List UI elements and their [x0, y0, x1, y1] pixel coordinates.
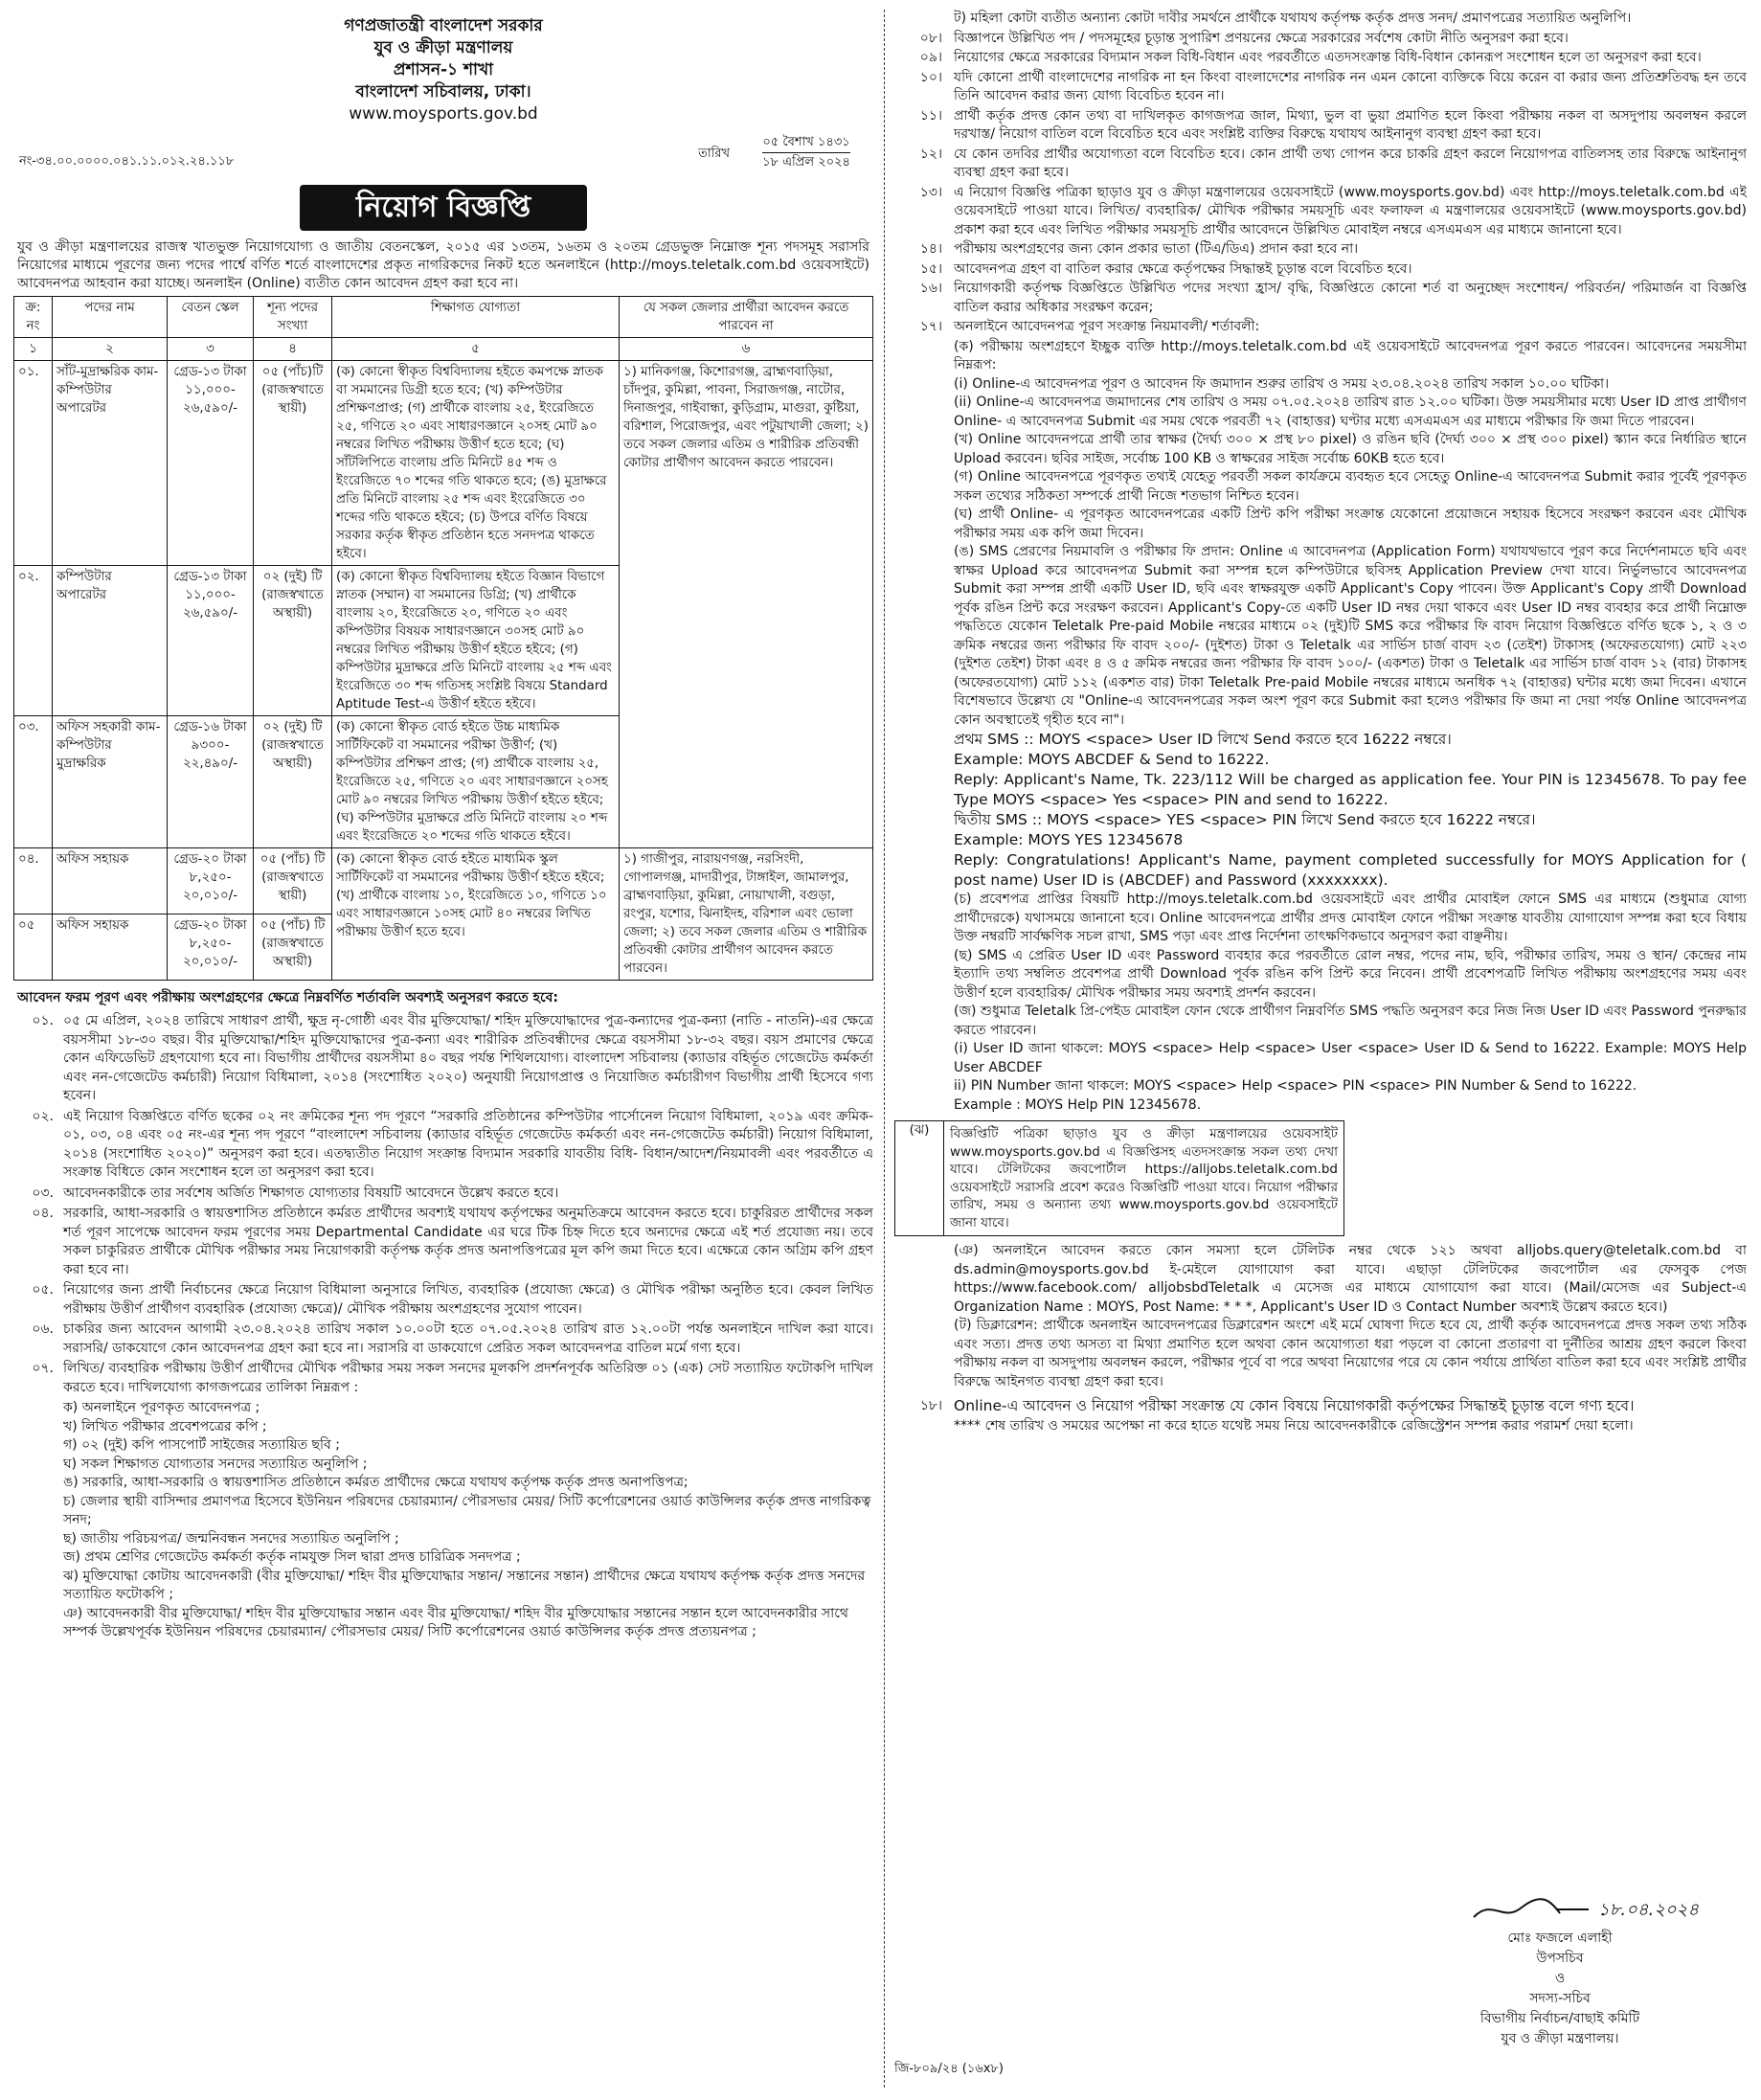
document-item: জ) প্রথম শ্রেণির গেজেটেড কর্মকর্তা কর্তৃক নামযুক্ত সিল দ্বারা প্রদত্ত চারিত্রিক সনদপত্র ;	[63, 1549, 521, 1565]
clause-number: ১৩।	[919, 184, 942, 200]
clause-number: ০২.	[32, 1108, 54, 1124]
document-item: খ) লিখিত পরীক্ষার প্রবেশপত্রের কপি ;	[63, 1418, 267, 1434]
th-districts: যে সকল জেলার প্রার্থীরা আবেদন করতে পারবেন না	[620, 297, 873, 338]
date-bangla: ০৫ বৈশাখ ১৪৩১	[762, 135, 850, 149]
clause-item	[894, 146, 1747, 183]
cell-post: সাঁট-মুদ্রাক্ষরিক কাম-কম্পিউটার অপারেটর	[53, 361, 168, 566]
right-column	[894, 10, 1747, 2088]
cell-serial: ০৩.	[14, 716, 53, 848]
document-item: গ) ০২ (দুই) কপি পাসপোর্ট সাইজের সত্যায়িত ছবি ;	[63, 1437, 341, 1453]
cell-count: ০৫ (পাঁচ) টি (রাজস্বখাতে স্থায়ী)	[254, 848, 332, 915]
index-cell: ২	[53, 338, 168, 361]
memo-row	[13, 125, 873, 173]
boxed-clause-text: বিজ্ঞপ্তিটি পত্রিকা ছাড়াও যুব ও ক্রীড়া মন্ত্রণালয়ের ওয়েবসাইট www.moysports.gov.bd এ বিজ্ঞপ্তিসহ এতদসংক্রান্ত সকল তথ্য দেখা যাবে। টেলিটকের জবপোর্টাল https://alljobs.teletalk.com.bd ওয়েবসাইটে সরাসরি প্রবেশ করেও বিজ্ঞপ্তিটি পাওয়া যাবে। নিয়োগ পরীক্ষার তারিখ, সময় ও অন্যান্য তথ্য www.moysports.gov.bd ওয়েবসাইটে জানা যাবে।	[943, 1120, 1344, 1236]
cell-count: ০২ (দুই) টি (রাজস্বখাতে অস্থায়ী)	[254, 566, 332, 716]
cell-serial: ০৪.	[14, 848, 53, 915]
clause-text: নিয়োগের ক্ষেত্রে সরকারের বিদ্যমান সকল বিধি-বিধান এবং পরবর্তীতে এতদসংক্রান্ত বিধি-বিধান কোনরূপ সংশোধন হলে তা অনুসরণ করা হবে।	[954, 50, 1702, 65]
clause-text: আবেদনকারীকে তার সর্বশেষ অর্জিত শিক্ষাগত যোগ্যতার বিষয়টি আবেদনে উল্লেখ করতে হবে।	[63, 1185, 559, 1201]
cell-scale: গ্রেড-২০ টাকা ৮,২৫০- ২০,০১০/-	[168, 848, 254, 915]
clause-item	[13, 1360, 873, 1397]
clause-item	[894, 240, 1747, 260]
clause-number: ০৮।	[919, 30, 942, 46]
sms-line: Example: MOYS YES 12345678	[954, 831, 1184, 848]
online-rule: (ছ) SMS এ প্রেরিত User ID এবং Password ব্যবহার করে পরবর্তীতে রোল নম্বর, পদের নাম, ছবি, পরীক্ষার তারিখ, সময় ও স্থান/ কেন্দ্রের নাম ইত্যাদি তথ্য সম্বলিত প্রবেশপত্র প্রার্থী Download পূর্বক রঙিন কপি প্রিন্ট করে নিবেন। প্রার্থী প্রবেশপত্রটি লিখিত পরীক্ষায় অংশগ্রহণের সময় এবং উত্তীর্ণ হলে ব্যবহারিক/ মৌখিক পরীক্ষার সময় অবশ্যই প্রদর্শন করবেন।	[954, 947, 1747, 1001]
signatory-ministry: যুব ও ক্রীড়া মন্ত্রণালয়।	[1501, 2031, 1619, 2046]
clause-number: ১১।	[919, 107, 942, 124]
table-row	[14, 361, 873, 566]
clause-number: ০১.	[32, 1013, 54, 1028]
clause-item	[13, 1281, 873, 1319]
boxed-clause	[894, 1120, 1747, 1236]
clause-text: Online-এ আবেদন ও নিয়োগ পরীক্ষা সংক্রান্ত যে কোন বিষয়ে নিয়োগকারী কর্তৃপক্ষের সিদ্ধান্তই চূড়ান্ত বলে গণ্য হবে।	[954, 1397, 1635, 1414]
online-rule: (ক) পরীক্ষায় অংশগ্রহণে ইচ্ছুক ব্যক্তি http://moys.teletalk.com.bd এই ওয়েবসাইটে আবেদনপত্র পূরণ করতে পারবেন। আবেদনের সময়সীমা নিম্নরূপ:	[954, 338, 1747, 373]
right-clauses	[894, 10, 1747, 337]
cell-qualification: (ক) কোনো স্বীকৃত বোর্ড হইতে মাধ্যমিক স্কুল সার্টিফিকেট বা সমমানের পরীক্ষায় উত্তীর্ণ হইতে হইবে; (খ) প্রার্থীকে বাংলায় ১০, ইংরেজিতে ১০, গণিতে ১০ এবং সাধারণজ্ঞানে ১০সহ মোট ৪০ নম্বরের লিখিত পরীক্ষায় উত্তীর্ণ হতে হবে।	[332, 848, 620, 981]
clause-number: ০৪.	[32, 1206, 54, 1221]
index-cell: ৩	[168, 338, 254, 361]
clause-text: চাকরির জন্য আবেদন আগামী ২৩.০৪.২০২৪ তারিখ সকাল ১০.০০টা হতে ০৭.০৫.২০২৪ তারিখ রাত ১২.০০টা পর্যন্ত অনলাইনে দাখিল করা যাবে। সরাসরি/ ডাকযোগে কোন আবেদনপত্র গ্রহণ করা হবে না। সরাসরি বা ডাকযোগে প্রেরিত সকল আবেদনপত্র বাতিল মর্মে গণ্য হবে।	[63, 1321, 873, 1356]
th-serial: ক্র: নং	[14, 297, 53, 338]
government-header	[13, 15, 873, 125]
clause-text: সরকারি, আধা-সরকারি ও স্বায়ত্তশাসিত প্রতিষ্ঠানে কর্মরত প্রার্থীদের অবশ্যই যথাযথ কর্তৃপক্ষের অনুমতিক্রমে আবেদন করতে হবে। চাকুরিরত প্রার্থীদের সকল শর্ত পূরণ সাপেক্ষে আবেদন ফরম পূরণের সময় Departmental Candidate এর ঘরে টিক চিহ্ন দিতে হবে অন্যদের ক্ষেত্রে এই শর্ত প্রযোজ্য নয়। তবে সকল চাকুরিরত প্রার্থীকে মৌখিক পরীক্ষার সময় নিয়োগকারী কর্তৃপক্ষ কর্তৃক প্রদত্ত অনাপত্তিপত্রের মূল কপি জমা দিতে হবে। এক্ষেত্রে কোন অগ্রিম কপি গ্রহণ করা হবে না।	[63, 1206, 873, 1277]
clause-item	[894, 318, 1747, 337]
th-scale: বেতন স্কেল	[168, 297, 254, 338]
clause-text: অনলাইনে আবেদনপত্র পূরণ সংক্রান্ত নিয়মাবলী/ শর্তাবলী:	[954, 319, 1260, 334]
online-rules	[894, 338, 1747, 731]
intro-paragraph: যুব ও ক্রীড়া মন্ত্রণালয়ের রাজস্ব খাতভুক্ত নিয়োগযোগ্য ও জাতীয় বেতনস্কেল, ২০১৫ এর ১৩তম, ১৬তম ও ২০তম গ্রেডভুক্ত নিম্নোক্ত শূন্য পদসমূহ সরাসরি নিয়োগের মাধ্যমে পূরণের জন্য পদের পার্শ্বে বর্ণিত শর্তে বাংলাদেশের প্রকৃত নাগরিকদের নিকট হতে অনলাইনে (http://moys.teletalk.com.bd ওয়েবসাইটে) আবেদনপত্র আহবান করা যাচ্ছে। অনলাইন (Online) ব্যতীত কোন আবেদন গ্রহণ করা হবে না।	[17, 239, 869, 291]
header-line3: প্রশাসন-১ শাখা	[393, 60, 494, 79]
cell-post: অফিস সহায়ক	[53, 848, 168, 915]
cell-scale: গ্রেড-১৩ টাকা ১১,০০০- ২৬,৫৯০/-	[168, 361, 254, 566]
clause-number	[894, 10, 954, 29]
clause-text: প্রার্থী কর্তৃক প্রদত্ত কোন তথ্য বা দাখিলকৃত কাগজপত্র জাল, মিথ্যা, ভুল বা ভুয়া প্রমাণিত হলে কিংবা পরীক্ষায় নকল বা অসদুপায় অবলম্বন করলে দরখাস্ত/ নিয়োগ বাতিল বলে বিবেচিত হবে এবং সংশ্লিষ্ট ব্যক্তির বিরুদ্ধে যথাযথ আইনানুগ ব্যবস্থা গ্রহণ করা হবে।	[954, 107, 1747, 142]
signatory-and: ও	[1554, 1971, 1566, 1986]
final-note: **** শেষ তারিখ ও সময়ের অপেক্ষা না করে হাতে যথেষ্ট সময় নিয়ে আবেদনকারীকে রেজিস্ট্রেশন সম্পন্ন করার পরামর্শ দেয়া হলো।	[954, 1417, 1634, 1434]
signatory-title: উপসচিব	[1536, 1951, 1584, 1966]
online-rule: (ঞ) অনলাইনে আবেদন করতে কোন সমস্যা হলে টেলিটক নম্বর থেকে ১২১ অথবা alljobs.query@teletalk.com.bd বা ds.admin@moysports.gov.bd ই-মেইলে যোগাযোগ করা যাবে। এছাড়া টেলিটকের জবপোর্টাল এর ফেসবুক পেজ https://www.facebook.com/ alljobsbdTeletalk এ মেসেজ এর মাধ্যমে যোগাযোগ করা যাবে। (Mail/মেসেজ এর Subject-এ Organization Name : MOYS, Post Name: * * *, Applicant's User ID ও Contact Number অবশ্যই উল্লেখ করতে হবে।)	[954, 1243, 1747, 1315]
th-qualification: শিক্ষাগত যোগ্যতা	[332, 297, 620, 338]
clause-text: যদি কোনো প্রার্থী বাংলাদেশের নাগরিক না হন কিংবা বাংলাদেশের নাগরিক নন এমন কোনো ব্যক্তিকে বিয়ে করেন বা করার জন্য প্রতিশ্রুতিবদ্ধ হন তবে তিনি আবেদন করার জন্য যোগ্য বিবেচিত হবেন না।	[954, 69, 1747, 103]
clause-number: ১৭।	[919, 319, 942, 334]
clause-number: ১৮।	[919, 1398, 942, 1413]
clause-item	[894, 260, 1747, 280]
online-rule: (ঙ) SMS প্রেরণের নিয়মাবলি ও পরীক্ষার ফি প্রদান: Online এ আবেদনপত্র (Application Form) যথাযথভাবে পূরণ করে নির্দেশনামতে ছবি এবং স্বাক্ষর Upload করে আবেদনপত্র Submit করা সম্পন্ন হলে কম্পিউটারে ছবিসহ Application Preview দেখা যাবে। নির্ভুলভাবে আবেদনপত্র Submit করা সম্পন্ন প্রার্থী একটি User ID, ছবি এবং স্বাক্ষরযুক্ত একটি Applicant's Copy পাবেন। উক্ত Applicant's Copy প্রার্থী Download পূর্বক রঙিন প্রিন্ট করে সংরক্ষণ করবেন। Applicant's Copy-তে একটি User ID নম্বর দেয়া থাকবে এবং User ID নম্বর ব্যবহার করে প্রার্থী নিম্নোক্ত পদ্ধতিতে যেকোন Teletalk Pre-paid Mobile নম্বরের মাধ্যমে ০২ (দুই)টি SMS করে পরীক্ষার ফি বাবদ নিয়োগ বিজ্ঞপ্তিতে বর্ণিত ছকে ১, ২ ও ৩ ক্রমিক নম্বরের জন্য পরীক্ষার ফি বাবদ ২০০/- (দুইশত) টাকা ও Teletalk এর সার্ভিস চার্জ বাবদ ২৩ (তেইশ) টাকাসহ (অফেরতযোগ্য) মোট ২২৩ (দুইশত তেইশ) টাকা এবং ৪ ও ৫ ক্রমিক নম্বরের জন্য পরীক্ষার ফি বাবদ ১০০/- (একশত) টাকা ও Teletalk এর সার্ভিস চার্জ বাবদ ১২ (বার) টাকাসহ (অফেরতযোগ্য) মোট ১১২ (একশত বার) টাকা Teletalk Pre-paid Mobile নম্বরের মাধ্যমে অনধিক ৭২ (বাহাত্তর) ঘন্টার মধ্যে জমা দিবেন। এখানে বিশেষভাবে উল্লেখ্য যে "Online-এ আবেদনপত্রের সকল অংশ পূরণ করে Submit করা হলেও পরীক্ষার ফি জমা না দেয়া পর্যন্ত Online আবেদনপত্র কোন অবস্থাতেই গৃহীত হবে না"।	[954, 544, 1747, 728]
cell-districts: ১) গাজীপুর, নারায়ণগঞ্জ, নরসিংদী, গোপালগঞ্জ, মাদারীপুর, টাঙ্গাইল, জামালপুর, ব্রাহ্মণবাড়িয়া, কুমিল্লা, নোয়াখালী, বগুড়া, রংপুর, যশোর, ঝিনাইদহ, বরিশাল এবং ভোলা জেলা; ২) তবে সকল জেলার এতিম ও শারীরিক প্রতিবন্ধী কোটার প্রার্থীগণ আবেদন করতে পারবেন।	[620, 848, 873, 981]
clause-text: যে কোন তদবির প্রার্থীর অযোগ্যতা বলে বিবেচিত হবে। কোন প্রার্থী তথ্য গোপন করে চাকরি গ্রহণ করলে নিয়োগপত্র বাতিলসহ তার বিরুদ্ধে আইনানুগ ব্যবস্থা গ্রহণ করা হবে।	[954, 146, 1747, 180]
memo-number: নং-৩৪.০০.০০০০.০৪১.১১.০১২.২৪.১১৮	[19, 154, 235, 169]
clause-item	[13, 1185, 873, 1204]
cell-scale: গ্রেড-২০ টাকা ৮,২৫০- ২০,০১০/-	[168, 915, 254, 981]
documents-list	[13, 1399, 873, 1642]
cell-count: ০৫ (পাঁচ) টি (রাজস্বখাতে অস্থায়ী)	[254, 915, 332, 981]
online-rule: (i) Online-এ আবেদনপত্র পূরণ ও আবেদন ফি জমাদান শুরুর তারিখ ও সময় ২৩.০৪.২০২৪ তারিখ সকাল ১০.০০ ঘটিকা।	[954, 375, 1610, 392]
clause-number: ১০।	[919, 69, 942, 85]
clause-number: ১৬।	[919, 281, 942, 296]
sms-line: দ্বিতীয় SMS :: MOYS <space> YES <space> PIN লিখে Send করতে হবে 16222 নম্বরে।	[954, 811, 1536, 828]
th-post: পদের নাম	[53, 297, 168, 338]
document-item: ঙ) সরকারি, আধা-সরকারি ও স্বায়ত্তশাসিত প্রতিষ্ঠানে কর্মরত প্রার্থীদের ক্ষেত্রে যথাযথ কর্তৃপক্ষ কর্তৃক প্রদত্ত অনাপত্তিপত্র;	[63, 1475, 689, 1490]
online-rule: (ট) ডিক্লারেশন: প্রার্থীকে অনলাইন আবেদনপত্রের ডিক্লারেশন অংশে এই মর্মে ঘোষণা দিতে হবে যে, প্রার্থী কর্তৃক আবেদনপত্রে প্রদত্ত সকল তথ্য সঠিক এবং সত্য। প্রদত্ত তথ্য অসত্য বা মিথ্যা প্রমাণিত হলে অথবা কোন অযোগ্যতা ধরা পড়লে বা কোনো প্রতারণা বা দুর্নীতির আশ্রয় গ্রহণ করলে কিংবা পরীক্ষায় নকল বা অসদুপায় অবলম্বন করলে, পরীক্ষার পূর্বে বা পরে অথবা নিয়োগের পরে যে কোন পর্যায়ে প্রার্থিতা বাতিল করা হবে এবং সংশ্লিষ্ট প্রার্থীর বিরুদ্ধে আইনগত ব্যবস্থা গ্রহণ করা হবে।	[954, 1318, 1747, 1389]
cell-qualification: (ক) কোনো স্বীকৃত বিশ্ববিদ্যালয় হইতে বিজ্ঞান বিভাগে স্নাতক (সম্মান) বা সমমানের ডিগ্রি; (খ) প্রার্থীকে বাংলায় ২০, ইংরেজিতে ২০, গণিতে ২০ এবং কম্পিউটার বিষয়ক সাধারণজ্ঞানে ৩০সহ মোট ৯০ নম্বরের লিখিত পরীক্ষায় উত্তীর্ণ হইতে হইবে; (গ) কম্পিউটার মুদ্রাক্ষরে প্রতি মিনিটে বাংলায় ২৫ শব্দ এবং ইংরেজিতে ৩০ শব্দ গতিসহ সংশ্লিষ্ট বিষয়ে Standard Aptitude Test-এ উত্তীর্ণ হইতে হইবে।	[332, 566, 620, 716]
clause-item	[13, 1321, 873, 1358]
left-column	[13, 10, 873, 2088]
sms-instructions	[894, 730, 1747, 891]
clause-item	[894, 10, 1747, 29]
cell-post: অফিস সহকারী কাম-কম্পিউটার মুদ্রাক্ষরিক	[53, 716, 168, 848]
clause-text: এ নিয়োগ বিজ্ঞপ্তি পত্রিকা ছাড়াও যুব ও ক্রীড়া মন্ত্রণালয়ের ওয়েবসাইটে (www.moysports.gov.bd) এবং http://moys.teletalk.com.bd এই ওয়েবসাইটে পাওয়া যাবে। লিখিত/ ব্যবহারিক/ মৌখিক পরীক্ষার সময়সূচি এবং ফলাফল এ মন্ত্রণালয়ের ওয়েবসাইটে (www.moysports.gov.bd) প্রকাশ করা হবে এবং লিখিত পরীক্ষার সময়সূচি প্রার্থীর আবেদনে উল্লিখিত মোবাইল নম্বরে এসএমএস এর মাধ্যমে জানানো হবে।	[954, 184, 1747, 237]
index-cell: ১	[14, 338, 53, 361]
cell-post: কম্পিউটার অপারেটর	[53, 566, 168, 716]
footer-code: জি-৮০৯/২৪ (১৬x৮)	[894, 2062, 1004, 2076]
clause-18	[894, 1397, 1747, 1416]
clause-number: ০৫.	[32, 1282, 54, 1298]
table-header-row	[14, 297, 873, 338]
clause-text: নিয়োগের জন্য প্রার্থী নির্বাচনের ক্ষেত্রে নিয়োগ বিধিমালা অনুসারে লিখিত, ব্যবহারিক (প্রযোজ্য ক্ষেত্রে) ও মৌখিক পরীক্ষা অনুষ্ঠিত হবে। কেবল লিখিত পরীক্ষায় উত্তীর্ণ প্রার্থীগণ ব্যবহারিক (প্রযোজ্য ক্ষেত্রে)/ মৌখিক পরীক্ষায় অংশগ্রহণের সুযোগ পাবেন।	[63, 1282, 873, 1317]
signature-block	[1402, 1890, 1718, 2049]
date-box	[762, 133, 850, 172]
online-rules-b	[894, 891, 1747, 1115]
online-rule: (খ) Online আবেদনপত্রে প্রার্থী তার স্বাক্ষর (দৈর্ঘ্য ৩০০ × প্রস্থ ৮০ pixel) ও রঙিন ছবি (দৈর্ঘ্য ৩০০ × প্রস্থ ৩০০ pixel) স্ক্যান করে নির্ধারিত স্থানে Upload করবেন। ছবির সাইজ, সর্বোচ্চ 100 KB ও স্বাক্ষরের সাইজ সর্বোচ্চ 60KB হতে হবে।	[954, 432, 1747, 466]
cell-serial: ০৫	[14, 915, 53, 981]
clause-text: লিখিত/ ব্যবহারিক পরীক্ষায় উত্তীর্ণ প্রার্থীদের মৌখিক পরীক্ষার সময় সকল সনদের মূলকপি প্রদর্শনপূর্বক অতিরিক্ত ০১ (এক) সেট সত্যায়িত ফটোকপি দাখিল করতে হবে। দাখিলযোগ্য কাগজপত্রের তালিকা নিম্নরূপ :	[63, 1361, 873, 1395]
document-item: ঘ) সকল শিক্ষাগত যোগ্যতার সনদের সত্যায়িত অনুলিপি ;	[63, 1456, 368, 1472]
cell-post: অফিস সহায়ক	[53, 915, 168, 981]
document-item: ছ) জাতীয় পরিচয়পত্র/ জন্মনিবন্ধন সনদের সত্যায়িত অনুলিপি ;	[63, 1530, 399, 1547]
clause-item	[13, 1205, 873, 1279]
sms-line: Example: MOYS ABCDEF & Send to 16222.	[954, 751, 1270, 768]
header-website: www.moysports.gov.bd	[349, 104, 538, 124]
signatory-title2: সদস্য-সচিব	[1529, 1991, 1591, 2006]
document-item: ঝ) মুক্তিযোদ্ধা কোটায় আবেদনকারী (বীর মুক্তিযোদ্ধা/ শহিদ বীর মুক্তিযোদ্ধার সন্তান/ সন্তানের সন্তান) প্রার্থীদের ক্ষেত্রে যথাযথ কর্তৃপক্ষ কর্তৃক প্রদত্ত সনদের সত্যায়িত ফটোকপি ;	[63, 1568, 866, 1602]
header-line1: গণপ্রজাতন্ত্রী বাংলাদেশ সরকার	[344, 16, 543, 35]
sms-line: Reply: Applicant's Name, Tk. 223/112 Will be charged as application fee. Your PIN is 12345678. To pay fee Type MOYS <space> Yes <space> PIN and send to 16222.	[954, 771, 1747, 808]
clause-item	[13, 1108, 873, 1183]
clause-text: ট) মহিলা কোটা ব্যতীত অন্যান্য কোটা দাবীর সমর্থনে প্রার্থীকে যথাযথ কর্তৃপক্ষ কর্তৃক প্রদত্ত সনদ/ প্রমাণপত্রের সত্যায়িত অনুলিপি।	[954, 11, 1632, 26]
document-item: চ) জেলার স্থায়ী বাসিন্দার প্রমাণপত্র হিসেবে ইউনিয়ন পরিষদের চেয়ারম্যান/ পৌরসভার মেয়র/ সিটি কর্পোরেশনের ওয়ার্ড কাউন্সিলর কর্তৃক প্রদত্ত নাগরিকত্ব সনদ;	[63, 1493, 871, 1527]
cell-qualification: (ক) কোনো স্বীকৃত বিশ্ববিদ্যালয় হইতে কমপক্ষে স্নাতক বা সমমানের ডিগ্রী হতে হবে; (খ) কম্পিউটার প্রশিক্ষণপ্রাপ্ত; (গ) প্রার্থীকে বাংলায় ২৫, ইংরেজিতে ২৫, গণিতে ২০ এবং সাধারণজ্ঞানে ২০সহ মোট ৯০ নম্বরের লিখিত পরীক্ষায় উত্তীর্ণ হতে হবে; (ঘ) সাঁটলিপিতে বাংলায় প্রতি মিনিটে ৪৫ শব্দ ও ইংরেজিতে ৭০ শব্দের গতি থাকতে হবে; (ঙ) মুদ্রাক্ষরে প্রতি মিনিটে বাংলায় ২৫ শব্দ এবং ইংরেজিতে ৩০ শব্দের গতি থাকতে হইবে; (চ) উপরে বর্ণিত বিষয়ে সরকার কর্তৃক স্বীকৃত প্রতিষ্ঠান হতে সনদপত্র থাকতে হইবে।	[332, 361, 620, 566]
th-count: শূন্য পদের সংখ্যা	[254, 297, 332, 338]
online-rule: ii) PIN Number জানা থাকলে: MOYS <space> Help <space> PIN <space> PIN Number & Send to 16222.	[954, 1078, 1637, 1094]
clause-item	[894, 49, 1747, 68]
clause-text: আবেদনপত্র গ্রহণ বা বাতিল করার ক্ষেত্রে কর্তৃপক্ষের সিদ্ধান্তই চূড়ান্ত বলে বিবেচিত হবে।	[954, 260, 1412, 277]
left-clauses	[13, 1012, 873, 1397]
clause-item	[894, 107, 1747, 145]
signatory-name: মোঃ ফজলে এলাহী	[1507, 1931, 1613, 1946]
cell-scale: গ্রেড-১৩ টাকা ১১,০০০- ২৬,৫৯০/-	[168, 566, 254, 716]
notice-page	[13, 10, 1748, 2092]
clause-number: ০৩.	[32, 1185, 54, 1201]
clause-item	[894, 69, 1747, 106]
online-rule: (ঘ) প্রার্থী Online- এ পূরণকৃত আবেদনপত্রের একটি প্রিন্ট কপি পরীক্ষা সংক্রান্ত যেকোনো প্রয়োজনে সহায়ক হিসেবে সংরক্ষণ করবেন এবং মৌখিক পরীক্ষার সময় এক কপি জমা দিবেন।	[954, 507, 1747, 541]
online-rule: (গ) Online আবেদনপত্রে পূরণকৃত তথ্যই যেহেতু পরবর্তী সকল কার্যক্রমে ব্যবহৃত হবে সেহেতু Online-এ আবেদনপত্র Submit করার পূর্বেই পূরণকৃত সকল তথ্যের সঠিকতা সম্পর্কে প্রার্থী নিজে শতভাগ নিশ্চিত হবেন।	[954, 469, 1747, 504]
clause-text: নিয়োগকারী কর্তৃপক্ষ বিজ্ঞপ্তিতে উল্লিখিত পদের সংখ্যা হ্রাস/ বৃদ্ধি, বিজ্ঞপ্তিতে কোনো শর্ত বা অনুচ্ছেদ সংশোধন/ পরিবর্তন/ পরিমার্জন বা বিজ্ঞপ্তি বাতিল করার অধিকার সংরক্ষণ করেন;	[954, 281, 1747, 315]
index-cell: ৬	[620, 338, 873, 361]
online-rule: (ii) Online-এ আবেদনপত্র জমাদানের শেষ তারিখ ও সময় ০৭.০৫.২০২৪ তারিখ রাত ১২.০০ ঘটিকা। উক্ত সময়সীমার মধ্যে User ID প্রাপ্ত প্রার্থীগণ Online- এ আবেদনপত্র Submit এর সময় থেকে পরবর্তী ৭২ (বাহাত্তর) ঘণ্টার মধ্যে এসএমএস এর মাধ্যমে পরীক্ষার ফি জমা দিতে পারবেন।	[954, 395, 1747, 429]
clause-text: ০৫ মে এপ্রিল, ২০২৪ তারিখে সাধারণ প্রার্থী, ক্ষুদ্র নৃ-গোষ্ঠী এবং বীর মুক্তিযোদ্ধা/ শহিদ মুক্তিযোদ্ধাদের পুত্র-কন্যাদের পুত্র-কন্যা (নাতি - নাতনি)-এর ক্ষেত্রে বয়সসীমা ১৮-৩০ বছর। বীর মুক্তিযোদ্ধা/শহিদ মুক্তিযোদ্ধাদের পুত্র-কন্যা এবং শারীরিক প্রতিবন্ধীদের ক্ষেত্রে বয়সসীমা ১৮-৩২ বছর। বয়স প্রমাণের ক্ষেত্রে কোন এফিডেভিট গ্রহণযোগ্য হবে না। বিভাগীয় প্রার্থীদের বয়সসীমা ৪০ বছর পর্যন্ত শিথিলযোগ্য। বাংলাদেশ সচিবালয় (ক্যাডার বহির্ভূত গেজেটেড কর্মকর্তা এবং নন-গেজেটেড কর্মচারী) নিয়োগ বিধিমালা, ২০১৪ (সংশোধিত ২০২০) অনুযায়ী নিয়োগপ্রাপ্ত ও নিয়োজিত কর্মচারীগণ বিভাগীয় প্রার্থী হিসেবে গণ্য হবেন।	[63, 1013, 873, 1103]
clause-number: ১৫।	[919, 260, 942, 277]
signature-date: ১৮.০৪.২০২৪	[1598, 1900, 1699, 1920]
online-rule: Example : MOYS Help PIN 12345678.	[954, 1096, 1202, 1113]
clause-number: ০৬.	[32, 1321, 54, 1337]
date-label: তারিখ	[698, 147, 730, 161]
clause-item	[894, 280, 1747, 317]
sms-line: প্রথম SMS :: MOYS <space> User ID লিখে Send করতে হবে 16222 নম্বরে।	[954, 731, 1452, 748]
clause-number: ০৭.	[32, 1361, 54, 1376]
column-divider	[884, 10, 885, 2088]
clause-number: ০৯।	[919, 50, 942, 65]
cell-scale: গ্রেড-১৬ টাকা ৯৩০০- ২২,৪৯০/-	[168, 716, 254, 848]
header-line4: বাংলাদেশ সচিবালয়, ঢাকা।	[355, 82, 531, 102]
signatory-committee: বিভাগীয় নির্বাচন/বাছাই কমিটি	[1479, 2011, 1640, 2026]
online-rule: (চ) প্রবেশপত্র প্রাপ্তির বিষয়টি http://moys.teletalk.com.bd ওয়েবসাইটে এবং প্রার্থীর মোবাইল ফোনে SMS এর মাধ্যমে (শুধুমাত্র যোগ্য প্রার্থীদেরকে) যথাসময়ে জানানো হবে। Online আবেদনপত্রে প্রার্থীর প্রদত্ত মোবাইল ফোনে পরীক্ষা সংক্রান্ত যাবতীয় যোগাযোগ সম্পন্ন করা হবে বিধায় উক্ত নম্বরটি সার্বক্ষণিক সচল রাখা, SMS পড়া এবং প্রাপ্ত নির্দেশনা তাৎক্ষণিকভাবে অনুসরণ করা বাঞ্ছনীয়।	[954, 892, 1747, 944]
index-cell: ৪	[254, 338, 332, 361]
clause-item	[894, 30, 1747, 49]
cell-serial: ০২.	[14, 566, 53, 716]
posts-table	[13, 296, 873, 981]
header-line2: যুব ও ক্রীড়া মন্ত্রণালয়	[373, 38, 513, 57]
clause-item	[13, 1012, 873, 1106]
table-row	[14, 848, 873, 915]
date-english: ১৮ এপ্রিল ২০২৪	[762, 152, 850, 172]
clause-text: পরীক্ষায় অংশগ্রহণের জন্য কোন প্রকার ভাতা (টিএ/ডিএ) প্রদান করা হবে না।	[954, 241, 1359, 257]
online-rule: (i) User ID জানা থাকলে: MOYS <space> Help <space> User <space> User ID & Send to 16222. Example: MOYS Help User ABCDEF	[954, 1041, 1747, 1075]
cell-count: ০৫ (পাঁচ)টি (রাজস্বখাতে স্থায়ী)	[254, 361, 332, 566]
table-index-row	[14, 338, 873, 361]
clause-text: বিজ্ঞাপনে উল্লিখিত পদ / পদসমূহের চূড়ান্ত সুপারিশ প্রণয়নের ক্ষেত্রে সরকারের সর্বশেষ কোটা নীতি অনুসরণ করা হবে।	[954, 30, 1569, 46]
clause-number: ১৪।	[919, 241, 942, 257]
index-cell: ৫	[332, 338, 620, 361]
boxed-clause-label: (ঝ)	[894, 1120, 943, 1236]
clause-number: ১২।	[919, 146, 942, 162]
sms-line: Reply: Congratulations! Applicant's Name, payment completed successfully for MOYS Application for ( post name) User ID is (ABCDEF) and Password (xxxxxxxx).	[954, 851, 1747, 889]
clause-item	[894, 184, 1747, 240]
online-rules-c	[894, 1242, 1747, 1391]
cell-count: ০২ (দুই) টি (রাজস্বখাতে অস্থায়ী)	[254, 716, 332, 848]
document-item: ক) অনলাইনে পূরণকৃত আবেদনপত্র ;	[63, 1400, 260, 1415]
notice-banner: নিয়োগ বিজ্ঞপ্তি	[300, 185, 587, 231]
clause-text: এই নিয়োগ বিজ্ঞপ্তিতে বর্ণিত ছকের ০২ নং ক্রমিকের শূন্য পদ পূরণে “সরকারি প্রতিষ্ঠানের কম্পিউটার পার্সোনেল নিয়োগ বিধিমালা, ২০১৯ এবং ক্রমিক- ০১, ০৩, ০৪ এবং ০৫ নং-এর শূন্য পদ পূরণে “বাংলাদেশ সচিবালয় (ক্যাডার বহির্ভূত গেজেটেড কর্মকর্তা এবং নন-গেজেটেড কর্মচারী) নিয়োগ বিধিমালা, ২০১৪ (সংশোধিত ২০২০)” অনুসরণ করা হবে। এতদ্ব্যতীত নিয়োগ সংক্রান্ত বিদ্যমান সরকারি যাবতীয় বিধি- বিধান/আদেশ/নিয়মাবলী এবং পরবর্তীতে এ সংক্রান্ত বিধিতে কোন সংশোধন হলে তা অনুসরণ করা হবে।	[63, 1108, 873, 1180]
cell-serial: ০১.	[14, 361, 53, 566]
online-rule: (জ) শুধুমাত্র Teletalk প্রি-পেইড মোবাইল ফোন থেকে প্রার্থীগণ নিম্নবর্ণিত SMS পদ্ধতি অনুসরণ করে নিজ নিজ User ID এবং Password পুনরুদ্ধার করতে পারবেন।	[954, 1004, 1747, 1038]
conditions-title: আবেদন ফরম পূরণ এবং পরীক্ষায় অংশগ্রহণের ক্ষেত্রে নিম্নবর্ণিত শর্তাবলি অবশ্যই অনুসরণ করতে হবে:	[17, 990, 559, 1005]
cell-qualification: (ক) কোনো স্বীকৃত বোর্ড হইতে উচ্চ মাধ্যমিক সার্টিফিকেট বা সমমানের পরীক্ষা উত্তীর্ণ; (খ) কম্পিউটার প্রশিক্ষণ প্রাপ্ত; (গ) প্রার্থীকে বাংলায় ২৫, ইংরেজিতে ২৫, গণিতে ২০ এবং সাধারণজ্ঞানে ২০সহ মোট ৯০ নম্বরের লিখিত পরীক্ষায় উত্তীর্ণ হইতে হইবে; (ঘ) কম্পিউটার মুদ্রাক্ষরে প্রতি মিনিটে বাংলায় ২০ শব্দ এবং ইংরেজিতে ২০ শব্দের গতি থাকতে হইবে।	[332, 716, 620, 848]
cell-districts: ১) মানিকগঞ্জ, কিশোরগঞ্জ, ব্রাহ্মণবাড়িয়া, চাঁদপুর, কুমিল্লা, পাবনা, সিরাজগঞ্জ, নাটোর, দিনাজপুর, গাইবান্ধা, কুড়িগ্রাম, মাগুরা, কুষ্টিয়া, বরিশাল, পিরোজপুর, এবং পটুয়াখালী জেলা; ২) তবে সকল জেলার এতিম ও শারীরিক প্রতিবন্ধী কোটার প্রার্থীগণ আবেদন করতে পারবেন।	[620, 361, 873, 848]
document-item: ঞ) আবেদনকারী বীর মুক্তিযোদ্ধা/ শহিদ বীর মুক্তিযোদ্ধার সন্তান এবং বীর মুক্তিযোদ্ধা/ শহিদ বীর মুক্তিযোদ্ধার সন্তানের সন্তান হলে আবেদনকারীর সাথে সম্পর্ক উল্লেখপূর্বক ইউনিয়ন পরিষদের চেয়ারম্যান/ পৌরসভার মেয়র/ সিটি কর্পোরেশনের ওয়ার্ড কাউন্সিলর কর্তৃক প্রদত্ত প্রত্যয়নপত্র ;	[63, 1605, 848, 1639]
